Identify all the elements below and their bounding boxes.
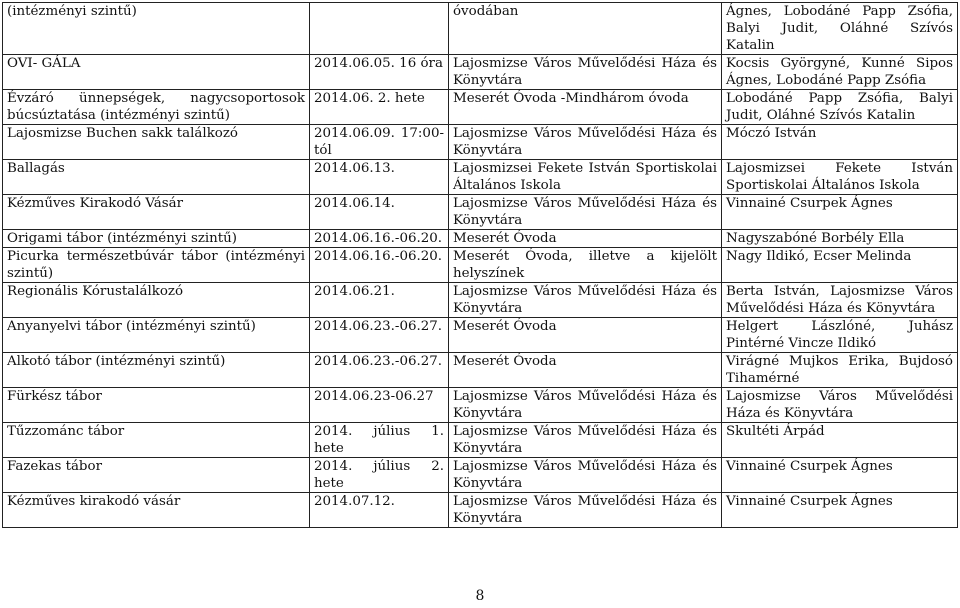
table-row: [3, 55, 958, 90]
responsible-cell: Virágné Mujkos Erika, Bujdosó Tihamérné: [722, 353, 958, 388]
responsible-cell: Lajosmizsei Fekete István Sportiskolai Általános Iskola: [722, 160, 958, 195]
date-cell: 2014. július 1. hete: [310, 423, 449, 458]
event-cell: (intézményi szintű): [3, 3, 310, 55]
responsible-cell: Kocsis Györgyné, Kunné Sipos Ágnes, Lobodáné Papp Zsófia: [722, 55, 958, 90]
events-table: [2, 2, 958, 528]
date-cell: 2014.06.16.-06.20.: [310, 230, 449, 248]
event-cell: Ballagás: [3, 160, 310, 195]
event-cell: Anyanyelvi tábor (intézményi szintű): [3, 318, 310, 353]
date-cell: 2014.06.05. 16 óra: [310, 55, 449, 90]
table-row: [3, 318, 958, 353]
date-cell: 2014.06.23.-06.27.: [310, 353, 449, 388]
responsible-cell: Móczó István: [722, 125, 958, 160]
date-cell: [310, 3, 449, 55]
date-cell: 2014.06.23.-06.27.: [310, 318, 449, 353]
responsible-cell: Nagyszabóné Borbély Ella: [722, 230, 958, 248]
event-cell: Kézműves Kirakodó Vásár: [3, 195, 310, 230]
event-cell: Origami tábor (intézményi szintű): [3, 230, 310, 248]
event-cell: Kézműves kirakodó vásár: [3, 493, 310, 528]
place-cell: Meserét Óvoda: [449, 230, 722, 248]
table-row: [3, 493, 958, 528]
place-cell: Lajosmizse Város Művelődési Háza és Könyvtára: [449, 458, 722, 493]
date-cell: 2014.06. 2. hete: [310, 90, 449, 125]
date-cell: 2014. július 2. hete: [310, 458, 449, 493]
event-cell: Fürkész tábor: [3, 388, 310, 423]
table-row: [3, 458, 958, 493]
place-cell: Meserét Óvoda -Mindhárom óvoda: [449, 90, 722, 125]
responsible-cell: Vinnainé Csurpek Ágnes: [722, 458, 958, 493]
place-cell: Lajosmizse Város Művelődési Háza és Könyvtára: [449, 195, 722, 230]
table-row: [3, 125, 958, 160]
table-row: [3, 160, 958, 195]
responsible-cell: Skultéti Árpád: [722, 423, 958, 458]
place-cell: Meserét Óvoda, illetve a kijelölt helyszínek: [449, 248, 722, 283]
responsible-cell: Vinnainé Csurpek Ágnes: [722, 493, 958, 528]
event-cell: Évzáró ünnepségek, nagycsoportosok búcsúztatása (intézményi szintű): [3, 90, 310, 125]
event-cell: Alkotó tábor (intézményi szintű): [3, 353, 310, 388]
table-row: [3, 195, 958, 230]
table-row: [3, 248, 958, 283]
place-cell: óvodában: [449, 3, 722, 55]
table-row: [3, 353, 958, 388]
date-cell: 2014.06.23-06.27: [310, 388, 449, 423]
event-cell: Lajosmizse Buchen sakk találkozó: [3, 125, 310, 160]
place-cell: Meserét Óvoda: [449, 318, 722, 353]
place-cell: Meserét Óvoda: [449, 353, 722, 388]
responsible-cell: Lajosmizse Város Művelődési Háza és Könyvtára: [722, 388, 958, 423]
table-row: [3, 90, 958, 125]
event-cell: Tűzzománc tábor: [3, 423, 310, 458]
date-cell: 2014.06.21.: [310, 283, 449, 318]
responsible-cell: Nagy Ildikó, Ecser Melinda: [722, 248, 958, 283]
page-number: 8: [475, 588, 485, 604]
place-cell: Lajosmizse Város Művelődési Háza és Könyvtára: [449, 125, 722, 160]
responsible-cell: Vinnainé Csurpek Ágnes: [722, 195, 958, 230]
responsible-cell: Ágnes, Lobodáné Papp Zsófia, Balyi Judit, Oláhné Szívós Katalin: [722, 3, 958, 55]
table-row: [3, 3, 958, 55]
event-cell: Picurka természetbúvár tábor (intézményi szintű): [3, 248, 310, 283]
responsible-cell: Helgert Lászlóné, Juhász Pintérné Vincze Ildikó: [722, 318, 958, 353]
date-cell: 2014.06.09. 17:00-tól: [310, 125, 449, 160]
event-cell: Regionális Kórustalálkozó: [3, 283, 310, 318]
table-row: [3, 230, 958, 248]
table-row: [3, 423, 958, 458]
table-row: [3, 283, 958, 318]
place-cell: Lajosmizsei Fekete István Sportiskolai Általános Iskola: [449, 160, 722, 195]
date-cell: 2014.06.16.-06.20.: [310, 248, 449, 283]
event-cell: Fazekas tábor: [3, 458, 310, 493]
table-row: [3, 388, 958, 423]
place-cell: Lajosmizse Város Művelődési Háza és Könyvtára: [449, 388, 722, 423]
place-cell: Lajosmizse Város Művelődési Háza és Könyvtára: [449, 55, 722, 90]
place-cell: Lajosmizse Város Művelődési Háza és Könyvtára: [449, 283, 722, 318]
date-cell: 2014.06.13.: [310, 160, 449, 195]
responsible-cell: Lobodáné Papp Zsófia, Balyi Judit, Oláhné Szívós Katalin: [722, 90, 958, 125]
event-cell: OVI- GÁLA: [3, 55, 310, 90]
place-cell: Lajosmizse Város Művelődési Háza és Könyvtára: [449, 423, 722, 458]
date-cell: 2014.06.14.: [310, 195, 449, 230]
responsible-cell: Berta István, Lajosmizse Város Művelődési Háza és Könyvtára: [722, 283, 958, 318]
place-cell: Lajosmizse Város Művelődési Háza és Könyvtára: [449, 493, 722, 528]
date-cell: 2014.07.12.: [310, 493, 449, 528]
